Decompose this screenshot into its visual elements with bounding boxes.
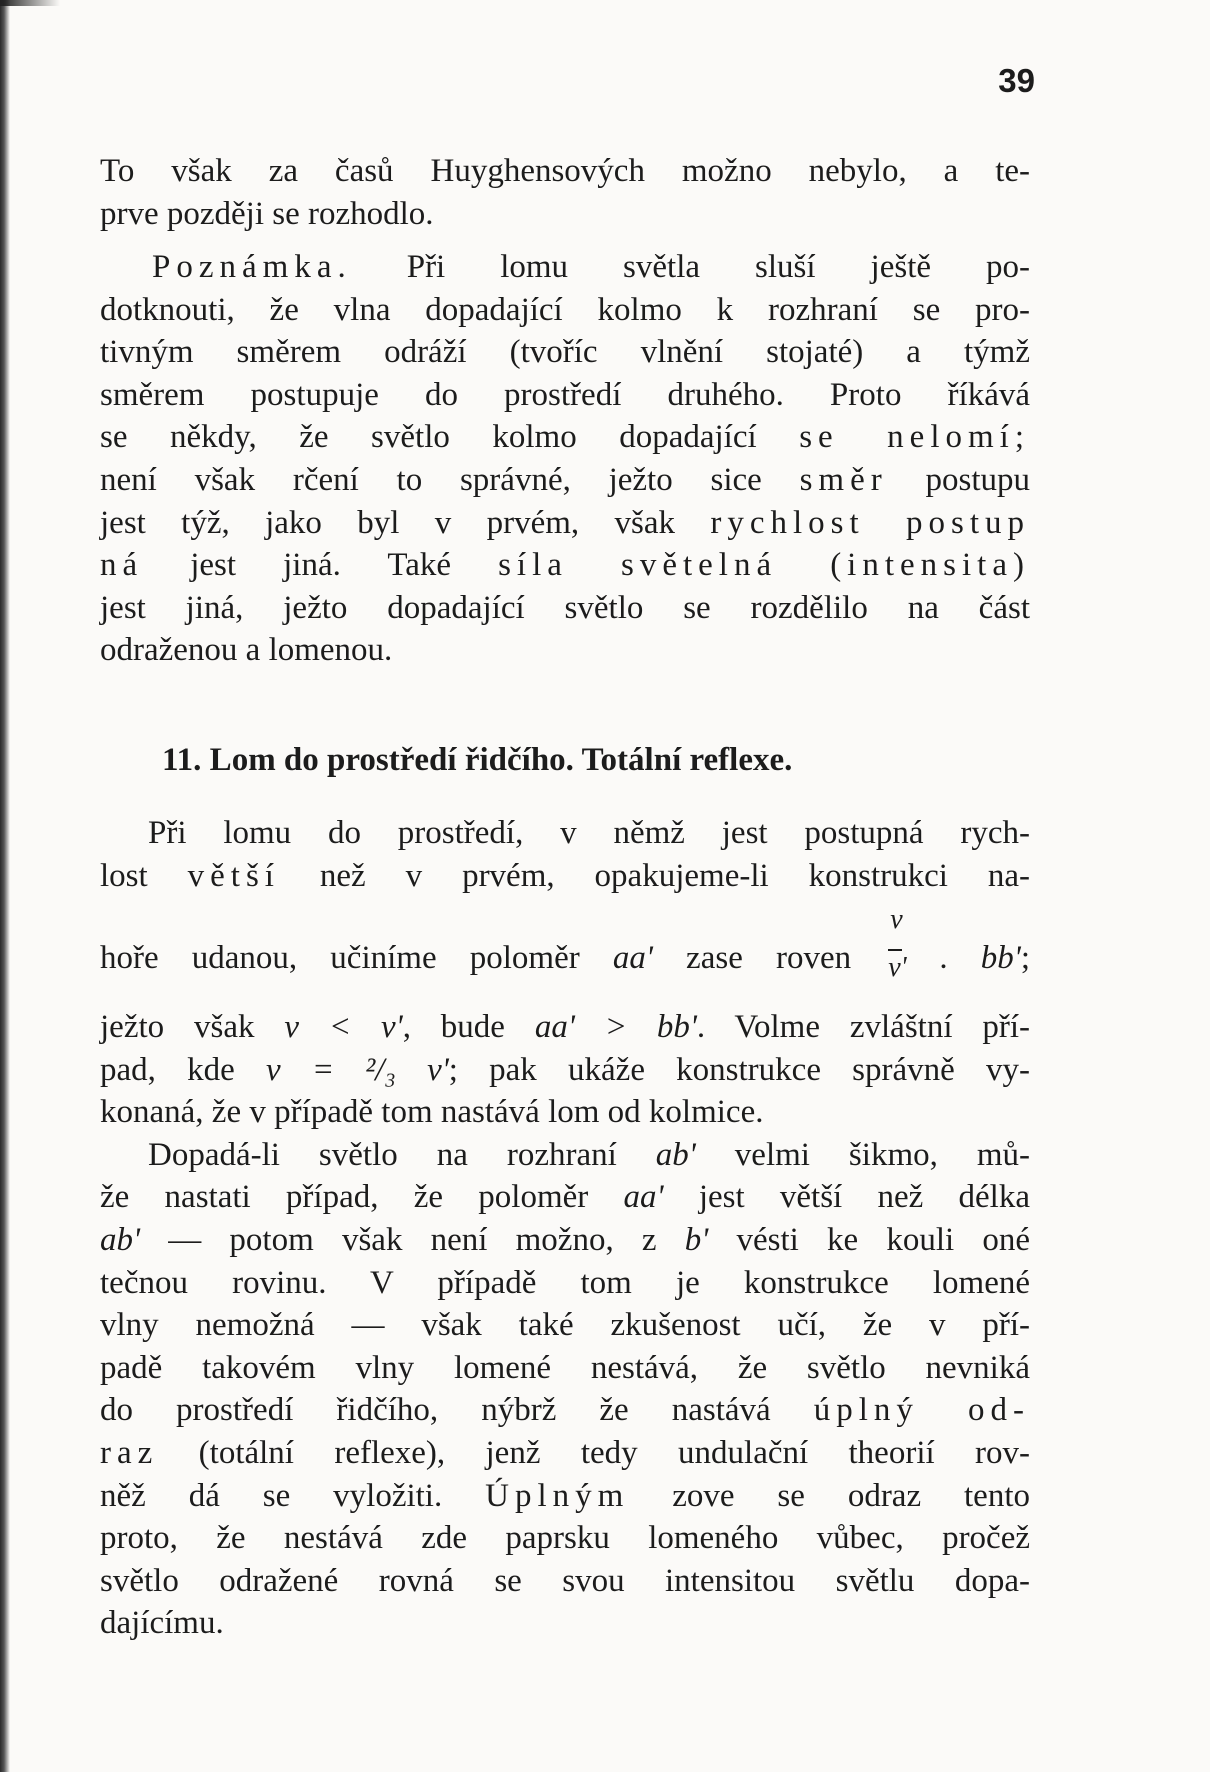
text-line: dajícímu. [100, 1605, 224, 1642]
text-line: že nastati případ, že poloměr aa' jest větší než délka [100, 1179, 1030, 1216]
page-corner-shadow [0, 0, 60, 6]
text-line: jest týž, jako byl v prvém, však rychlost postup [100, 504, 1030, 541]
emphasis-spaced: větší [187, 857, 280, 894]
text-line: světlo odražené rovná se svou intensitou světlu dopa- [100, 1562, 1030, 1599]
emphasis-spaced: raz [100, 1434, 159, 1471]
emphasis-spaced: Úplným [485, 1477, 630, 1514]
text-line: do prostředí řidčího, nýbrž že nastává úplný od- [100, 1392, 1030, 1429]
section-heading: 11. Lom do prostředí řidčího. Totální reflexe. [162, 742, 793, 778]
paragraph-section-formula [100, 904, 1031, 983]
emphasis-spaced: síla světelná (intensita) [498, 547, 1030, 584]
emphasis-spaced: rychlost postup [710, 504, 1030, 541]
text-line: dotknouti, že vlna dopadající kolmo k rozhraní se pro- [100, 291, 1030, 328]
emphasis-spaced: se nelomí; [799, 419, 1031, 456]
text-line: odraženou a lomenou. [100, 632, 393, 669]
paragraph-note [100, 246, 1030, 672]
text-line: proto, že nestává zde paprsku lomeného vůbec, pročež [100, 1520, 1030, 1557]
fraction-v-over-v-prime: $\frac{v}{v'}$ [888, 904, 907, 983]
text-line: ježto však v < v', bude aa' > bb'. Volme zvláštní pří- [100, 1009, 1030, 1045]
text-line: ab' — potom však není možno, z b' vésti ke kouli oné [100, 1221, 1030, 1258]
text-line: tečnou rovinu. V případě tom je konstrukce lomené [100, 1264, 1030, 1301]
text-line: pad, kde v = ²/₃ v'; pak ukáže konstrukce správně vy- [100, 1051, 1031, 1088]
text-line: jest jiná, ježto dopadající světlo se rozdělilo na část [100, 589, 1030, 626]
emphasis-spaced: úplný od- [813, 1392, 1030, 1429]
text-line: něž dá se vyložiti. Úplným zove se odraz tento [100, 1477, 1030, 1514]
text-line: raz (totální reflexe), jenž tedy undulační theorií rov- [100, 1434, 1030, 1471]
text-line: ná jest jiná. Také síla světelná (intensita) [100, 547, 1030, 584]
page-edge-shadow [0, 0, 10, 1772]
text-line: padě takovém vlny lomené nestává, že světlo nevniká [100, 1349, 1030, 1386]
text-line: To však za časů Huyghensových možno nebylo, a te- [100, 153, 1030, 189]
text-line: vlny nemožná — však také zkušenost učí, že v pří- [100, 1307, 1030, 1344]
text-line: konaná, že v případě tom nastává lom od kolmice. [100, 1094, 764, 1131]
text-line: směrem postupuje do prostředí druhého. Proto říkává [100, 376, 1030, 413]
text-line: se někdy, že světlo kolmo dopadající se nelomí; [100, 419, 1031, 456]
page-number: 39 [998, 62, 1035, 99]
emphasis-spaced: směr [799, 461, 888, 498]
paragraph-section-2 [100, 1006, 1030, 1645]
emphasis-spaced: ná [100, 547, 144, 584]
text-line: hoře udanou, učiníme poloměr aa' zase roven $\frac{v}{v'}$ . bb'; [100, 904, 1031, 983]
paragraph-intro [100, 150, 1030, 235]
text-line: prve později se rozhodlo. [100, 195, 434, 232]
text-line: Poznámka. Při lomu světla sluší ještě po- [152, 249, 1030, 285]
paragraph-section-1 [100, 812, 1030, 897]
text-line: Dopadá-li světlo na rozhraní ab' velmi šikmo, mů- [148, 1136, 1030, 1173]
note-label: Poznámka. [152, 249, 352, 285]
text-line: není však rčení to správné, ježto sice směr postupu [100, 461, 1030, 498]
text-line: lost větší než v prvém, opakujeme-li konstrukci na- [100, 857, 1030, 894]
text-line: Při lomu do prostředí, v němž jest postupná rych- [148, 815, 1030, 851]
text-line: tivným směrem odráží (tvoříc vlnění stojaté) a týmž [100, 334, 1030, 371]
